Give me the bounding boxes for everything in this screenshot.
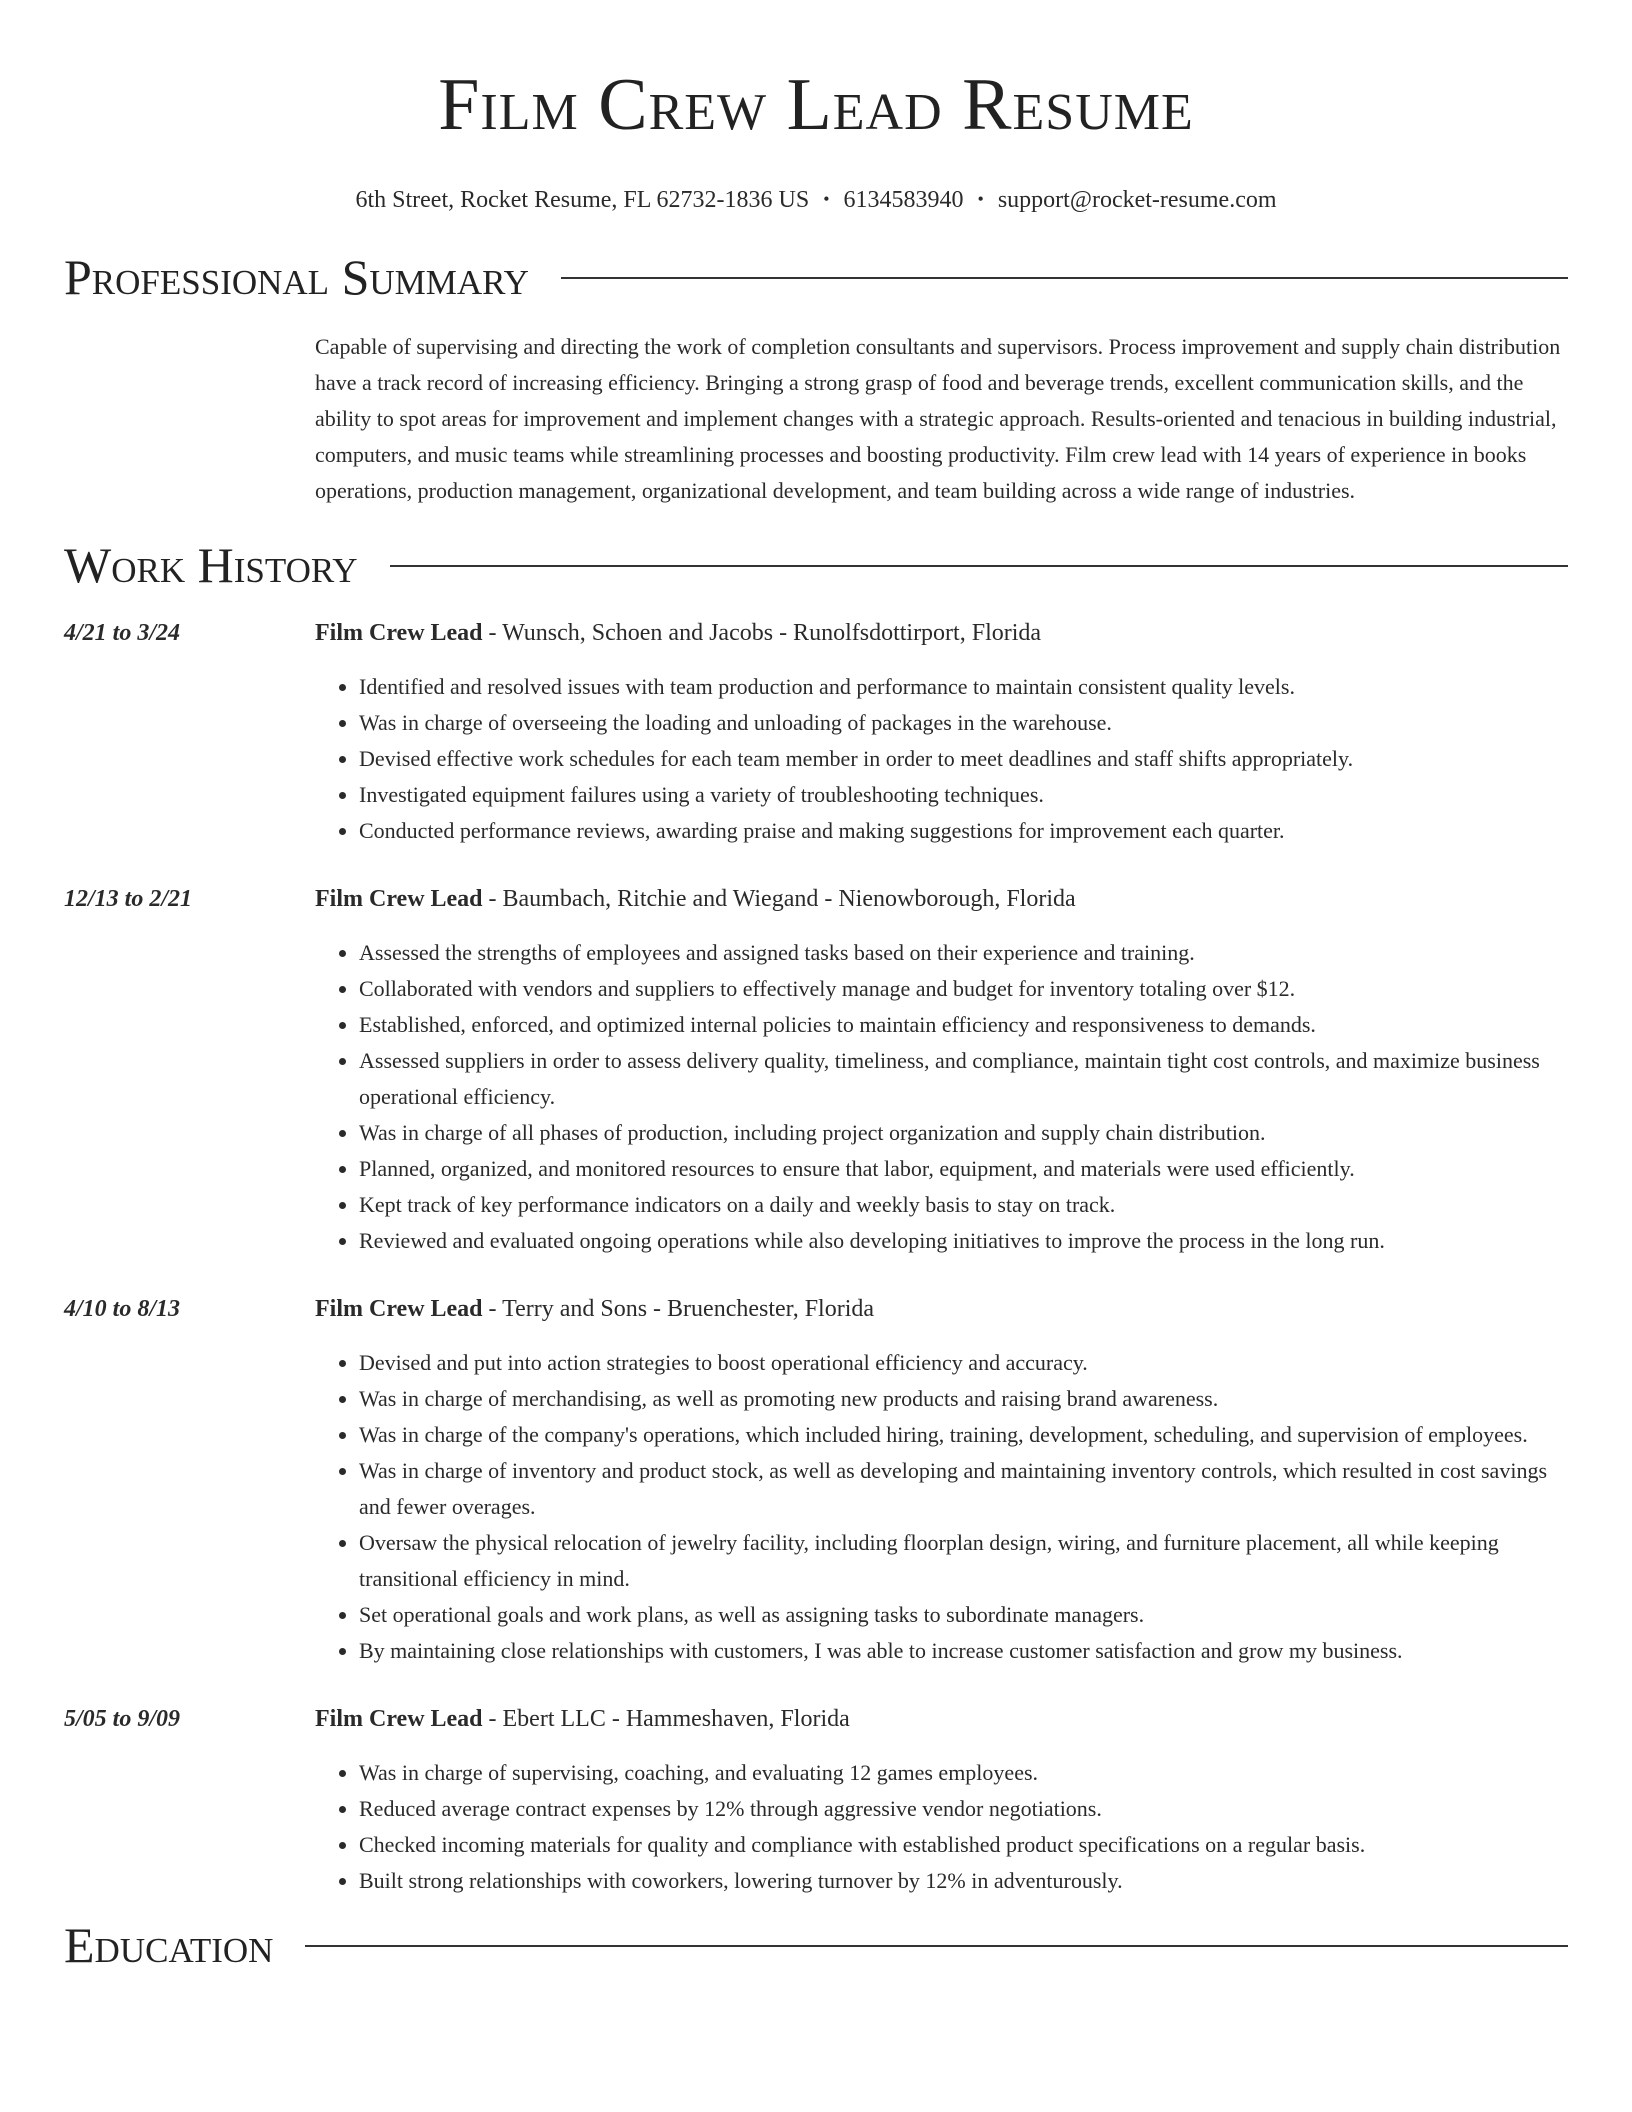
job-title: Film Crew Lead xyxy=(315,1706,483,1732)
job-bullet: • Assessed the strengths of employees and assigned tasks based on their experience and training. xyxy=(359,935,1568,971)
section-divider xyxy=(561,277,1568,279)
contact-phone: 6134583940 xyxy=(843,187,964,213)
work-section-header xyxy=(64,535,1568,595)
contact-email: support@rocket-resume.com xyxy=(997,187,1277,213)
job-bullet: • Reduced average contract expenses by 12% through aggressive vendor negotiations. xyxy=(359,1791,1568,1827)
job-bullet: • Devised effective work schedules for each team member in order to meet deadlines and staff shifts appropriately. xyxy=(359,741,1568,777)
contact-address: 6th Street, Rocket Resume, FL 62732-1836 US xyxy=(355,187,810,213)
job-bullet: • Was in charge of inventory and product stock, as well as developing and maintaining inventory controls, which resulted in cost savings and fewer overages. xyxy=(359,1453,1568,1525)
job-entry xyxy=(64,881,1568,1259)
job-bullet: • Planned, organized, and monitored resources to ensure that labor, equipment, and materials were used efficiently. xyxy=(359,1151,1568,1187)
job-company-location: - Terry and Sons - Bruenchester, Florida xyxy=(482,1296,875,1322)
contact-separator: • xyxy=(977,189,984,209)
summary-section-header xyxy=(64,247,1568,307)
job-bullet: • Was in charge of overseeing the loading and unloading of packages in the warehouse. xyxy=(359,705,1568,741)
job-bullet: • Established, enforced, and optimized internal policies to maintain efficiency and responsiveness to demands. xyxy=(359,1007,1568,1043)
job-title: Film Crew Lead xyxy=(315,620,483,646)
job-entry xyxy=(64,1291,1568,1669)
job-bullet: • Investigated equipment failures using a variety of troubleshooting techniques. xyxy=(359,777,1568,813)
job-bullet: • Conducted performance reviews, awarding praise and making suggestions for improvement each quarter. xyxy=(359,813,1568,849)
job-bullets xyxy=(315,1755,1568,1899)
job-bullets xyxy=(315,1345,1568,1669)
section-title-education: Education xyxy=(64,1917,274,1973)
job-heading xyxy=(315,615,1568,651)
job-details xyxy=(315,1701,1568,1899)
job-bullet: • Was in charge of merchandising, as well as promoting new products and raising brand awareness. xyxy=(359,1381,1568,1417)
job-company-location: - Baumbach, Ritchie and Wiegand - Nienowborough, Florida xyxy=(482,886,1076,912)
job-bullets xyxy=(315,669,1568,849)
job-bullet: • Was in charge of supervising, coaching, and evaluating 12 games employees. xyxy=(359,1755,1568,1791)
job-dates: 5/05 to 9/09 xyxy=(64,1706,181,1732)
job-bullet: • Built strong relationships with coworkers, lowering turnover by 12% in adventurously. xyxy=(359,1863,1568,1899)
job-bullet: • Assessed suppliers in order to assess delivery quality, timeliness, and compliance, maintain tight cost controls, and maximize business operational efficiency. xyxy=(359,1043,1568,1115)
job-company-location: - Wunsch, Schoen and Jacobs - Runolfsdottirport, Florida xyxy=(482,620,1042,646)
job-heading xyxy=(315,881,1568,917)
contact-line xyxy=(64,184,1568,215)
job-bullet: • Kept track of key performance indicators on a daily and weekly basis to stay on track. xyxy=(359,1187,1568,1223)
job-bullet: • Oversaw the physical relocation of jewelry facility, including floorplan design, wiring, and furniture placement, all while keeping transitional efficiency in mind. xyxy=(359,1525,1568,1597)
job-bullet: • Was in charge of the company's operations, which included hiring, training, development, scheduling, and supervision of employees. xyxy=(359,1417,1568,1453)
job-title: Film Crew Lead xyxy=(315,886,483,912)
contact-separator: • xyxy=(823,189,830,209)
job-company-location: - Ebert LLC - Hammeshaven, Florida xyxy=(482,1706,850,1732)
job-details xyxy=(315,881,1568,1259)
job-entry xyxy=(64,615,1568,849)
job-bullet: • Collaborated with vendors and suppliers to effectively manage and budget for inventory totaling over $12. xyxy=(359,971,1568,1007)
job-details xyxy=(315,615,1568,849)
resume-title: Film Crew Lead Resume xyxy=(438,64,1194,146)
job-heading xyxy=(315,1291,1568,1327)
job-dates: 4/10 to 8/13 xyxy=(64,1296,181,1322)
job-title: Film Crew Lead xyxy=(315,1296,483,1322)
section-title-work: Work History xyxy=(64,537,358,593)
job-dates: 12/13 to 2/21 xyxy=(64,886,193,912)
education-section-header xyxy=(64,1915,1568,1975)
job-bullet: • Was in charge of all phases of production, including project organization and supply chain distribution. xyxy=(359,1115,1568,1151)
job-bullet: • Set operational goals and work plans, as well as assigning tasks to subordinate managers. xyxy=(359,1597,1568,1633)
section-title-summary: Professional Summary xyxy=(64,249,529,305)
job-details xyxy=(315,1291,1568,1669)
job-heading xyxy=(315,1701,1568,1737)
job-entry xyxy=(64,1701,1568,1899)
job-bullet: • By maintaining close relationships with customers, I was able to increase customer satisfaction and grow my business. xyxy=(359,1633,1568,1669)
job-bullet: • Reviewed and evaluated ongoing operations while also developing initiatives to improve the process in the long run. xyxy=(359,1223,1568,1259)
section-divider xyxy=(390,565,1568,567)
job-dates: 4/21 to 3/24 xyxy=(64,620,181,646)
work-history-list xyxy=(64,615,1568,1899)
job-bullet: • Identified and resolved issues with team production and performance to maintain consistent quality levels. xyxy=(359,669,1568,705)
job-bullet: • Checked incoming materials for quality and compliance with established product specifications on a regular basis. xyxy=(359,1827,1568,1863)
section-divider xyxy=(305,1945,1568,1947)
job-bullets xyxy=(315,935,1568,1259)
job-bullet: • Devised and put into action strategies to boost operational efficiency and accuracy. xyxy=(359,1345,1568,1381)
summary-text: Capable of supervising and directing the work of completion consultants and supervisors. Process improvement and supply chain distribution have a track record of increasing efficiency. Bringing a strong grasp of food and beverage trends, excellent communication skills, and the ability to spot areas for improvement and implement changes with a strategic approach. Results-oriented and tenacious in building industrial, computers, and music teams while streamlining processes and boosting productivity. Film crew lead with 14 years of experience in books operations, production management, organizational development, and team building across a wide range of industries. xyxy=(315,334,1561,503)
